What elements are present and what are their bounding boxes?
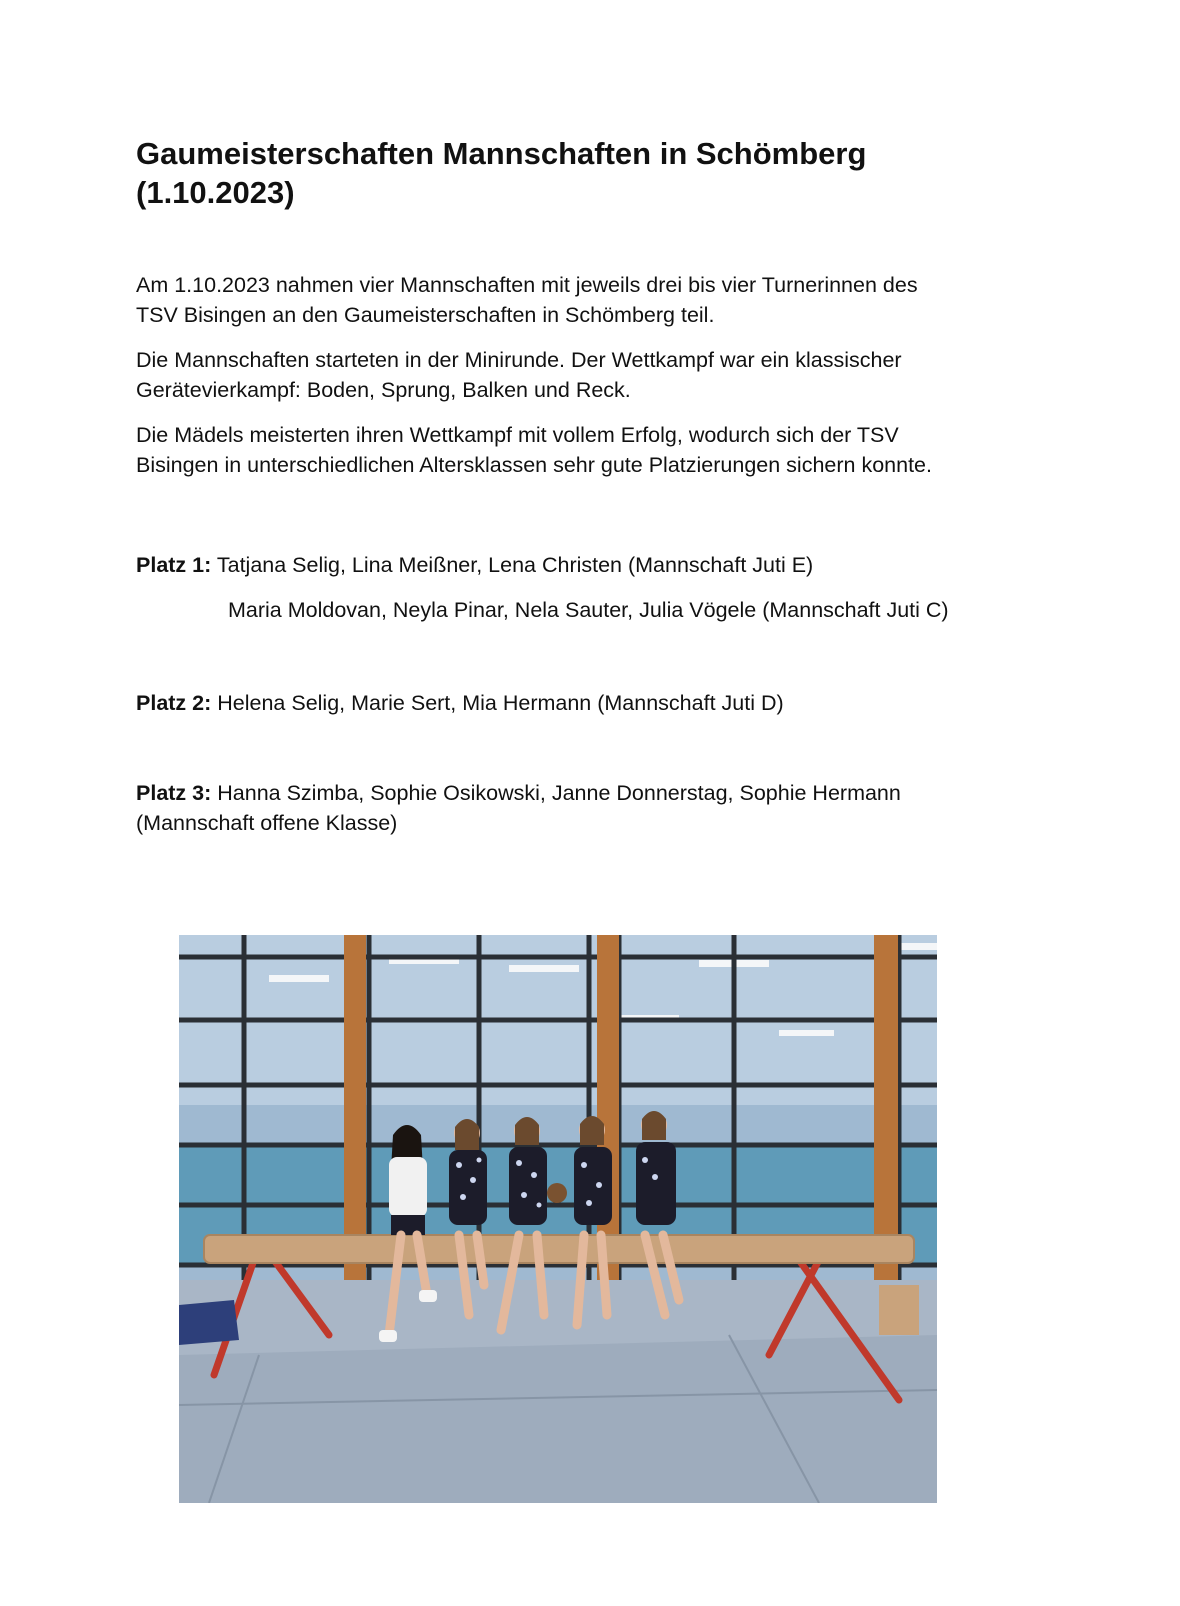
placement-names: (Mannschaft offene Klasse) [136, 811, 398, 835]
team-photo [179, 935, 937, 1503]
title-line-2: (1.10.2023) [136, 175, 295, 210]
paragraph-result [136, 420, 1066, 480]
placement-names: Maria Moldovan, Neyla Pinar, Nela Sauter, Julia Vögele (Mannschaft Juti C) [228, 598, 949, 622]
paragraph-competition [136, 345, 1066, 405]
placement-first-continued [228, 595, 1158, 625]
paragraph-line: Die Mädels meisterten ihren Wettkampf mit vollem Erfolg, wodurch sich der TSV [136, 423, 899, 447]
paragraph-line: Am 1.10.2023 nahmen vier Mannschaften mit jeweils drei bis vier Turnerinnen des [136, 273, 918, 297]
title-line-1: Gaumeisterschaften Mannschaften in Schömberg [136, 136, 867, 171]
paragraph-line: Die Mannschaften starteten in der Minirunde. Der Wettkampf war ein klassischer [136, 348, 902, 372]
wooden-box [879, 1285, 919, 1335]
floor-mat [179, 1335, 937, 1503]
placement-label: Platz 1: [136, 553, 212, 577]
paragraph-intro [136, 270, 1066, 330]
placement-third [136, 778, 1066, 838]
placement-first [136, 550, 1066, 580]
paragraph-line: Bisingen in unterschiedlichen Altersklassen sehr gute Platzierungen sichern konnte. [136, 453, 932, 477]
side-mat [179, 1300, 239, 1345]
placement-second [136, 688, 1066, 718]
placement-label: Platz 2: [136, 691, 212, 715]
document-title [136, 134, 1036, 212]
placement-label: Platz 3: [136, 781, 212, 805]
paragraph-line: Gerätevierkampf: Boden, Sprung, Balken und Reck. [136, 378, 631, 402]
balance-beam [204, 1235, 914, 1263]
placement-names: Tatjana Selig, Lina Meißner, Lena Christen (Mannschaft Juti E) [211, 553, 814, 577]
team-photo-illustration [179, 935, 937, 1503]
placement-names: Hanna Szimba, Sophie Osikowski, Janne Donnerstag, Sophie Hermann [211, 781, 901, 805]
placement-names: Helena Selig, Marie Sert, Mia Hermann (Mannschaft Juti D) [211, 691, 784, 715]
paragraph-line: TSV Bisingen an den Gaumeisterschaften in Schömberg teil. [136, 303, 715, 327]
